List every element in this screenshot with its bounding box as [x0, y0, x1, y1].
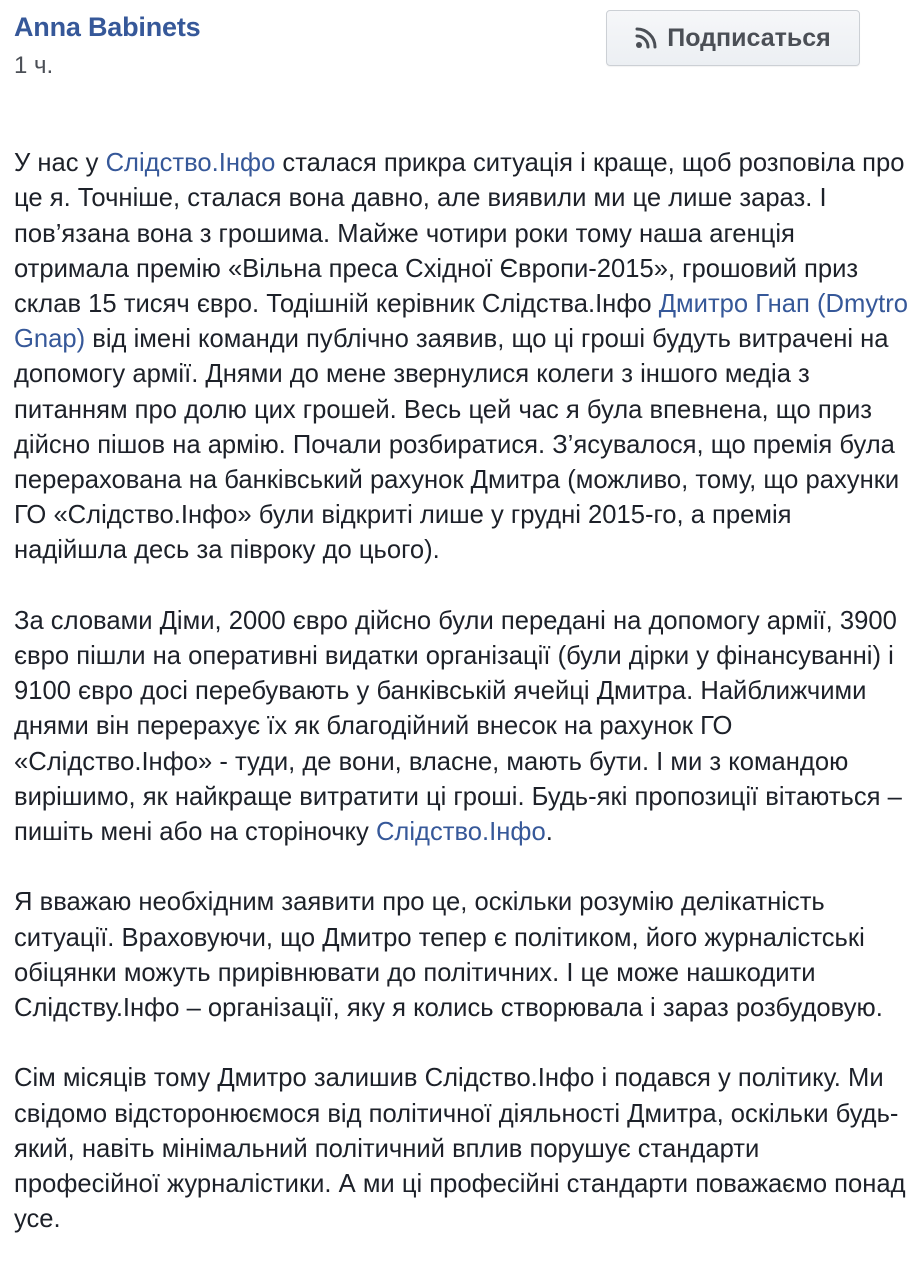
mention-slidstvo-info-page[interactable]: Слідство.Інфо	[375, 818, 546, 847]
subscribe-label: Подписаться	[667, 23, 831, 52]
author-name[interactable]: Anna Babinets	[14, 12, 201, 42]
subscribe-button[interactable]	[606, 10, 860, 66]
text: сталася прикра ситуація і краще, щоб розповіла про це я. Точніше, сталася вона давно, але виявили ми це лише зараз. І пов’язана вона з грошима. Майже чотири роки тому наша агенція отримала премію «Вільна преса Східної Європи-2015», грошовий приз склав 15 тисяч євро. Тодішній керівник Слідства.Інфо	[14, 149, 905, 319]
paragraph-3: Сім місяців тому Дмитро залишив Слідство.Інфо і подався у політику. Ми свідомо відсторонюємося від політичної діяльності Дмитра, оскільки будь-який, навіть мінімальний політичний вплив порушує стандарти професійної журналістики. А ми ці професійні стандарти поважаємо понад усе.	[14, 1064, 906, 1234]
text: У нас у	[14, 149, 106, 178]
post-body	[14, 111, 909, 1273]
mention-dmytro-gnap[interactable]: Дмитро Гнап (Dmytro Gnap)	[14, 290, 908, 354]
text: від імені команди публічно заявив, що ці гроші будуть витрачені на допомогу армії. Днями до мене звернулися колеги з іншого медіа з питанням про долю цих грошей. Весь цей час я була впевнена, що приз дійсно пішов на армію. Почали розбиратися. З’ясувалося, що премія була перерахована на банківський рахунок Дмитра (можливо, тому, що рахунки ГО «Слідство.Інфо» були відкриті лише у грудні 2015-го, а премія надійшла десь за півроку до цього).	[14, 325, 900, 565]
paragraph-2	[14, 604, 909, 850]
post-timestamp[interactable]: 1 ч.	[14, 52, 54, 79]
rss-icon	[635, 27, 657, 49]
paragraph-1	[14, 146, 909, 568]
paragraph-2b: Я вважаю необхідним заявити про це, оскільки розумію делікатність ситуації. Враховуючи, що Дмитро тепер є політиком, його журналістські обіцянки можуть прирівнювати до політичних. І це може нашкодити Слідству.Інфо – організації, яку я колись створювала і зараз розбудовую.	[14, 888, 883, 1023]
text: За словами Діми, 2000 євро дійсно були передані на допомогу армії, 3900 євро пішли на оперативні видатки організації (були дірки у фінансуванні) і 9100 євро досі перебувають у банківській ячейці Дмитра. Найближчими днями він перерахує їх як благодійний внесок на рахунок ГО «Слідство.Інфо» - туди, де вони, власне, мають бути. І ми з командою вирішимо, як найкраще витратити ці гроші. Будь-які пропозиції вітаються – пишіть мені або на сторіночку	[14, 606, 902, 847]
text: .	[545, 818, 553, 847]
mention-slidstvo-info[interactable]: Слідство.Інфо	[105, 149, 276, 178]
